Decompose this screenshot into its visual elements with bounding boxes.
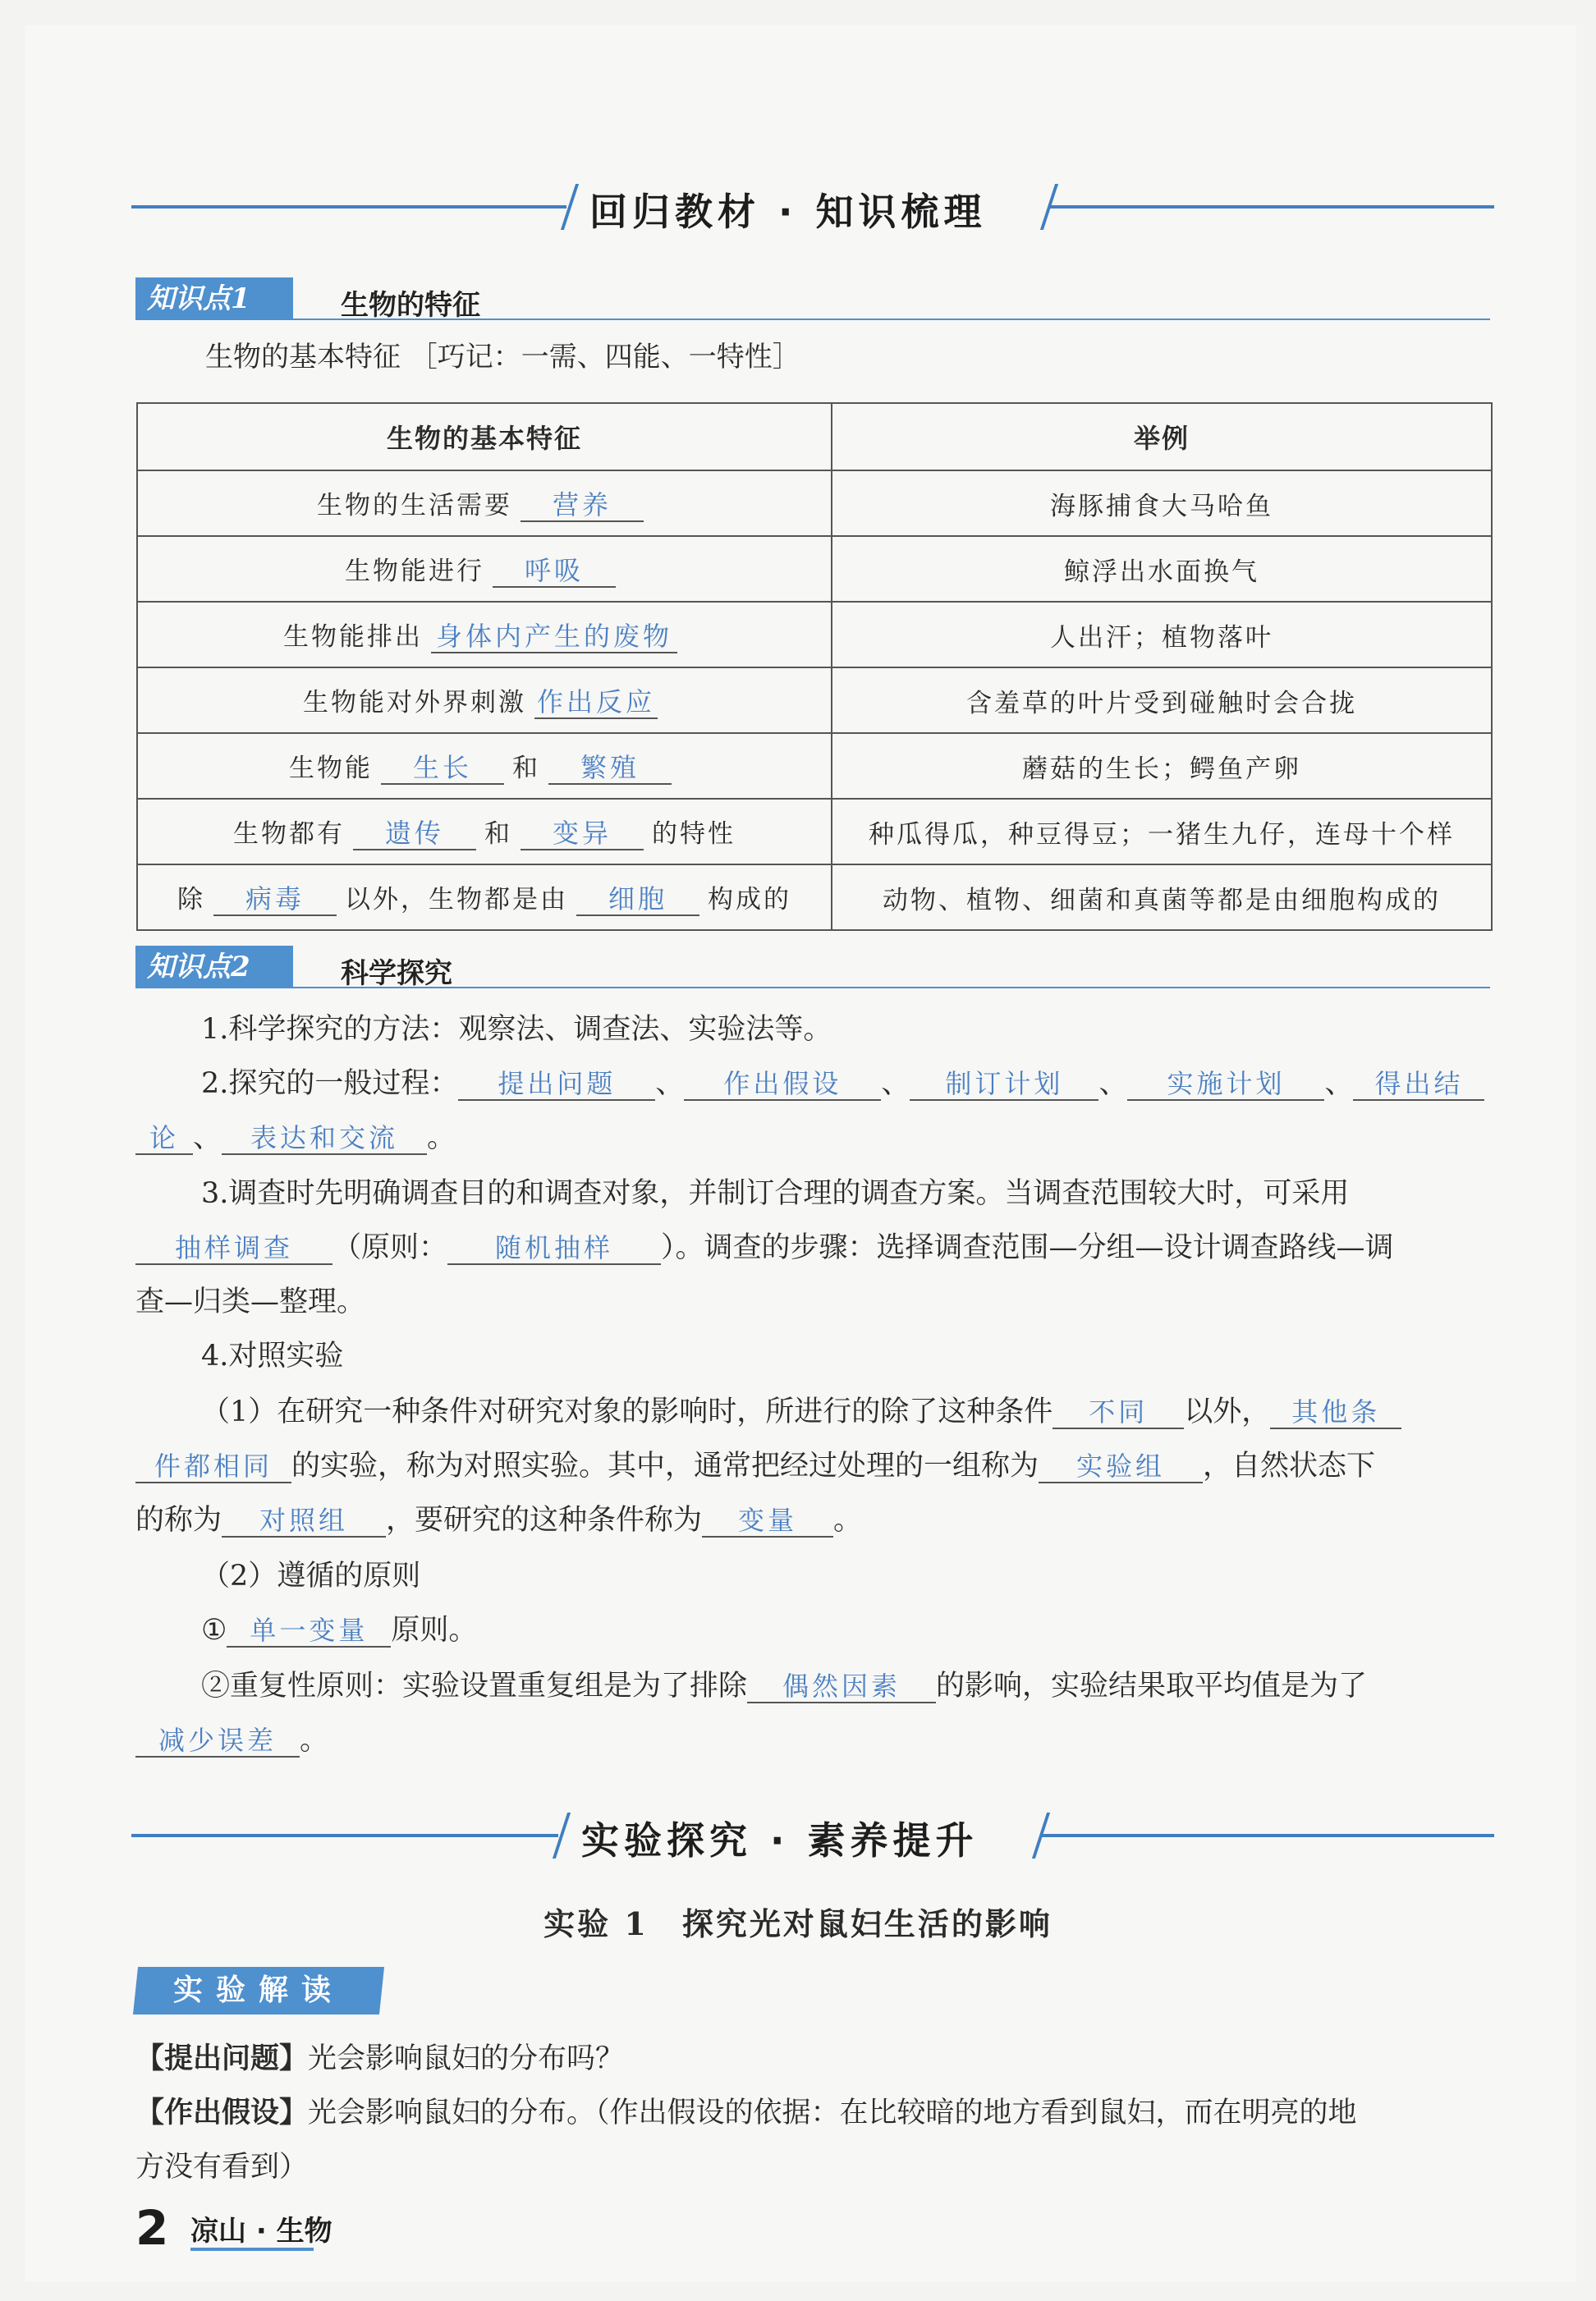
answer-blank: 实施计划 — [1127, 1068, 1324, 1101]
answer-blank: 减少误差 — [135, 1725, 300, 1758]
table-row — [137, 470, 1492, 536]
feature-cell — [137, 470, 832, 536]
principle-2-cont: 减少误差 。 — [135, 1724, 328, 1758]
answer-blank: 抽样调查 — [135, 1232, 332, 1265]
answer-blank: 实验组 — [1039, 1451, 1203, 1483]
paragraph-4-2-title: （2）遵循的原则 — [201, 1560, 421, 1593]
table-row — [137, 602, 1492, 667]
feature-text: 生物能进行 — [345, 557, 484, 586]
feature-cell — [137, 667, 832, 733]
principle-2: ②重复性原则：实验设置重复组是为了排除 偶然因素 的影响，实验结果取平均值是为了 — [201, 1670, 1368, 1703]
feature-cell — [137, 536, 832, 602]
answer-blank: 繁殖 — [548, 752, 672, 785]
feature-cell — [137, 799, 832, 864]
knowledge-point-1 — [135, 277, 1490, 320]
feature-text: 生物能对外界刺激 — [303, 688, 526, 717]
answer-blank: 偶然因素 — [747, 1671, 936, 1703]
answer-blank: 变异 — [521, 818, 644, 850]
kp-label: 科学探究 — [341, 957, 452, 990]
section-header-review — [131, 177, 1494, 235]
kp1-intro: 生物的基本特征 ［巧记：一需、四能、一特性］ — [205, 341, 800, 374]
feature-text: 和 — [512, 754, 540, 783]
answer-blank: 生长 — [381, 752, 504, 785]
example-cell: 种瓜得瓜，种豆得豆；一猪生九仔，连母十个样 — [832, 799, 1492, 864]
experiment-title: 实验 1 探究光对鼠妇生活的影响 — [543, 1905, 1053, 1942]
kp-label: 生物的特征 — [341, 289, 480, 322]
question-line: 【提出问题】光会影响鼠妇的分布吗？ — [135, 2042, 625, 2075]
knowledge-point-2 — [135, 946, 1490, 988]
answer-blank: 单一变量 — [227, 1615, 391, 1648]
answer-blank: 表达和交流 — [222, 1122, 427, 1155]
answer-blank: 作出反应 — [534, 686, 658, 719]
footer-title: 凉山 · 生物 — [190, 2215, 332, 2248]
example-cell: 动物、植物、细菌和真菌等都是由细胞构成的 — [832, 864, 1492, 930]
feature-text: 的特性 — [652, 819, 736, 849]
paragraph-4-1: （1）在研究一种条件对研究对象的影响时，所进行的除了这种条件 不同 以外， 其他条 — [201, 1396, 1401, 1429]
page-number: 2 — [135, 2200, 169, 2256]
answer-blank: 病毒 — [213, 883, 337, 916]
paragraph-3-cont: 抽样调查 （原则： 随机抽样 ）。调查的步骤：选择调查范围—分组—设计调查路线—调 — [135, 1231, 1394, 1265]
table-row — [137, 799, 1492, 864]
answer-blank: 其他条 — [1270, 1396, 1401, 1429]
answer-blank: 变量 — [702, 1505, 833, 1538]
feature-cell — [137, 733, 832, 799]
feature-cell — [137, 602, 832, 667]
answer-blank: 细胞 — [576, 883, 699, 916]
principle-1: ① 单一变量 原则。 — [201, 1614, 478, 1647]
features-table — [136, 402, 1493, 931]
answer-blank: 对照组 — [222, 1505, 386, 1538]
section-header-experiment — [131, 1806, 1494, 1863]
answer-blank: 遗传 — [353, 818, 476, 850]
hypothesis-line-cont: 方没有看到） — [135, 2151, 309, 2184]
table-header: 举例 — [832, 403, 1492, 470]
paragraph-3-end: 查—归类—整理。 — [135, 1286, 366, 1318]
feature-text: 除 — [177, 885, 205, 914]
section-title: 实验探究 · 素养提升 — [581, 1818, 979, 1863]
example-cell: 蘑菇的生长；鳄鱼产卵 — [832, 733, 1492, 799]
answer-blank: 得出结 — [1353, 1068, 1484, 1101]
table-row — [137, 536, 1492, 602]
paragraph-3: 3.调查时先明确调查目的和调查对象，并制订合理的调查方案。当调查范围较大时，可采用 — [201, 1177, 1350, 1210]
example-cell: 鲸浮出水面换气 — [832, 536, 1492, 602]
answer-blank: 论 — [135, 1122, 193, 1155]
feature-text: 以外，生物都是由 — [345, 885, 568, 914]
kp-badge: 知识点2 — [135, 946, 293, 988]
feature-text: 生物的生活需要 — [317, 491, 512, 520]
answer-blank: 件都相同 — [135, 1451, 291, 1483]
kp-badge: 知识点1 — [135, 277, 293, 320]
footer-underline — [190, 2248, 314, 2251]
example-cell: 人出汗；植物落叶 — [832, 602, 1492, 667]
table-row — [137, 667, 1492, 733]
table-row — [137, 733, 1492, 799]
example-cell: 含羞草的叶片受到碰触时会合拢 — [832, 667, 1492, 733]
feature-text: 和 — [484, 819, 512, 849]
paragraph-2: 2.探究的一般过程： 提出问题 、 作出假设 、 制订计划 、 实施计划 、 得出结 — [201, 1067, 1484, 1101]
paragraph-4-1-end: 的称为 对照组 ，要研究的这种条件称为 变量 。 — [135, 1504, 863, 1537]
answer-blank: 随机抽样 — [447, 1232, 661, 1265]
feature-cell — [137, 864, 832, 930]
feature-text: 生物都有 — [233, 819, 345, 849]
paragraph-2-cont: 论 、 表达和交流 。 — [135, 1121, 456, 1155]
example-cell: 海豚捕食大马哈鱼 — [832, 470, 1492, 536]
answer-blank: 呼吸 — [493, 555, 616, 588]
hypothesis-line: 【作出假设】光会影响鼠妇的分布。（作出假设的依据：在比较暗的地方看到鼠妇，而在明亮的地 — [135, 2097, 1357, 2129]
feature-text: 构成的 — [708, 885, 791, 914]
feature-text: 生物能 — [289, 754, 373, 783]
answer-blank: 不同 — [1053, 1396, 1184, 1429]
paragraph-1: 1.科学探究的方法：观察法、调查法、实验法等。 — [201, 1013, 832, 1046]
answer-blank: 提出问题 — [458, 1068, 655, 1101]
paragraph-4-1-cont: 件都相同 的实验，称为对照实验。其中，通常把经过处理的一组称为 实验组 ，自然状态下 — [135, 1450, 1375, 1483]
table-row — [137, 864, 1492, 930]
answer-blank: 身体内产生的废物 — [431, 621, 677, 653]
section-title: 回归教材 · 知识梳理 — [589, 190, 987, 234]
answer-blank: 作出假设 — [684, 1068, 881, 1101]
feature-text: 生物能排出 — [283, 622, 423, 652]
answer-blank: 营养 — [521, 489, 644, 522]
table-header: 生物的基本特征 — [137, 403, 832, 470]
answer-blank: 制订计划 — [910, 1068, 1098, 1101]
paragraph-4-title: 4.对照实验 — [201, 1340, 344, 1373]
experiment-badge: 实验解读 — [133, 1967, 384, 2015]
